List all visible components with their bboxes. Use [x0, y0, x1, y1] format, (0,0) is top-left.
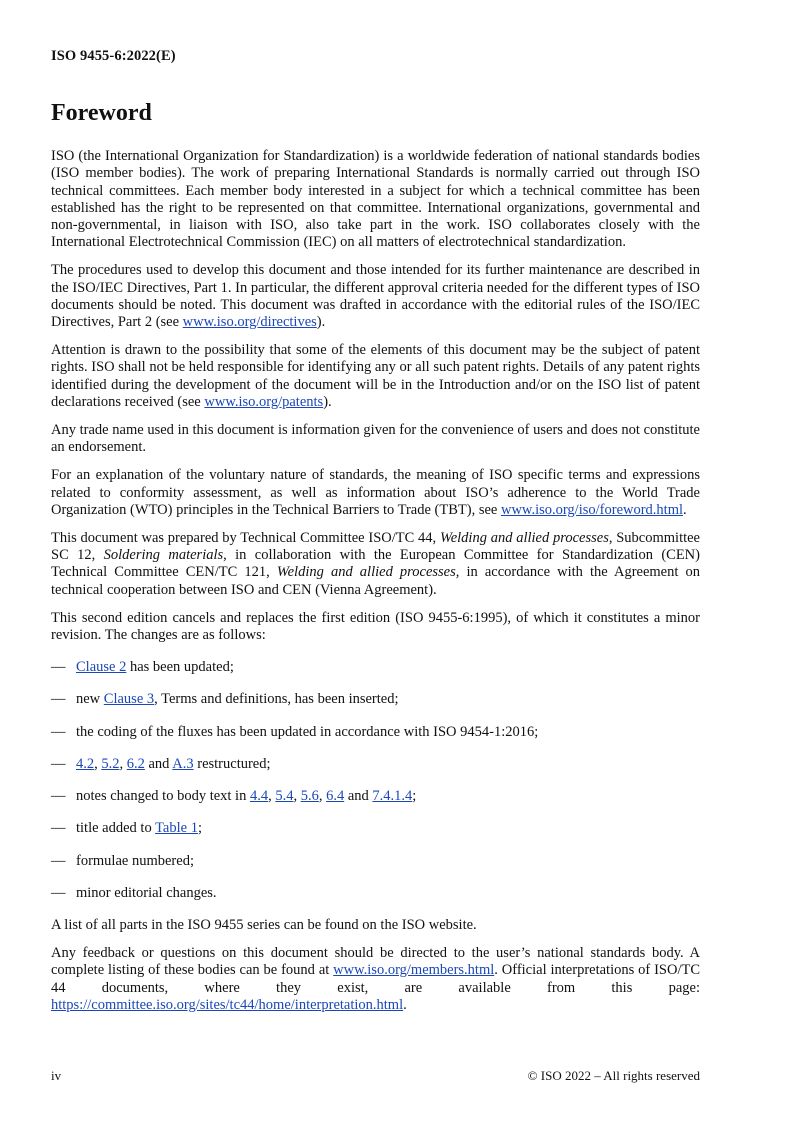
hyperlink[interactable]: 5.6 [300, 788, 319, 805]
page-title: Foreword [51, 100, 152, 126]
text-run: restructured; [193, 755, 271, 772]
text-run: . [683, 501, 687, 518]
paragraph [51, 917, 700, 934]
text-run: , Subcommittee SC 12, [51, 530, 700, 564]
hyperlink[interactable]: www.iso.org/iso/foreword.html [500, 501, 684, 518]
hyperlink[interactable]: Clause 3 [103, 691, 155, 708]
text-run: , [293, 788, 301, 805]
paragraph [51, 610, 700, 644]
paragraph [51, 262, 700, 331]
text-run: This document was prepared by Technical Committee ISO/TC 44, [51, 530, 440, 547]
paragraph [51, 342, 700, 411]
text-run: ). [323, 393, 332, 410]
hyperlink[interactable]: 4.2 [76, 755, 95, 772]
text-run: Any trade name used in this document is information given for the convenience of users and does not constitute an endorsement. [51, 422, 700, 456]
text-run: ). [316, 314, 326, 331]
italic-text: Welding and allied processes [439, 530, 609, 547]
list-item [51, 756, 700, 773]
paragraph [51, 945, 700, 1014]
list-item [51, 691, 700, 708]
list-dash: — [51, 723, 66, 740]
text-run: Attention is drawn to the possibility that some of the elements of this document may be the subject of patent rights. ISO shall not be held responsible for identifying any or all such patent rights. Details of any patent rights identified during the development of the document will be in the Introduction and/or on the ISO list of patent declarations received (see [51, 342, 700, 410]
hyperlink[interactable]: https://committee.iso.org/sites/tc44/home/interpretation.html [51, 996, 404, 1013]
text-run: A list of all parts in the ISO 9455 series can be found on the ISO website. [51, 916, 477, 933]
text-run: The procedures used to develop this document and those intended for its further maintenance are described in the ISO/IEC Directives, Part 1. In particular, the different approval criteria needed for the different types of ISO documents should be noted. This document was drafted in accordance with the editorial rules of the ISO/IEC Directives, Part 2 (see [51, 262, 700, 331]
hyperlink[interactable]: Clause 2 [76, 659, 127, 676]
list-item [51, 820, 700, 837]
text-run: , in collaboration with the European Committee for Standardization (CEN) Technical Committee CEN/TC 121, [51, 547, 700, 581]
text-run: , [119, 755, 127, 772]
hyperlink[interactable]: A.3 [172, 755, 194, 772]
text-run: notes changed to body text in [76, 788, 250, 805]
list-item [51, 724, 700, 741]
text-run: ; [412, 788, 417, 805]
text-run: Any feedback or questions on this document should be directed to the user’s national standards body. A complete listing of these bodies can be found at [51, 945, 700, 979]
list-item [51, 853, 700, 870]
hyperlink[interactable]: www.iso.org/directives [182, 314, 317, 331]
document-content [51, 100, 701, 1025]
text-run: , [268, 788, 276, 805]
list-dash: — [51, 884, 66, 901]
list-item [51, 788, 700, 805]
text-run: in accordance with the Agreement on technical cooperation between ISO and CEN (Vienna Agreement). [51, 564, 700, 598]
paragraph [51, 422, 700, 456]
italic-text: Welding and allied processes, [276, 564, 460, 581]
text-run: and [344, 788, 373, 805]
text-run: For an explanation of the voluntary nature of standards, the meaning of ISO specific terms and expressions related to conformity assessment, as well as information about ISO’s adherence to the World Trade Organization (WTO) principles in the Technical Barriers to Trade (TBT), see [51, 467, 700, 518]
italic-text: Soldering materials [103, 547, 224, 564]
text-run: and [144, 755, 173, 772]
text-run: ; [197, 820, 202, 837]
text-run: formulae numbered; [76, 852, 194, 869]
text-run: , [318, 788, 327, 805]
text-run: This second edition cancels and replaces the first edition (ISO 9455-6:1995), of which it constitutes a minor revision. The changes are as follows: [51, 609, 700, 644]
hyperlink[interactable]: 4.4 [249, 788, 269, 805]
hyperlink[interactable]: www.iso.org/members.html [333, 962, 495, 979]
paragraph [51, 467, 700, 519]
text-run: minor editorial changes. [76, 884, 217, 901]
text-run: new [76, 691, 104, 708]
paragraph [51, 530, 700, 599]
hyperlink[interactable]: www.iso.org/patents [204, 393, 324, 410]
document-body [51, 148, 700, 1014]
hyperlink[interactable]: 7.4.1.4 [372, 788, 413, 805]
text-run: ISO (the International Organization for Standardization) is a worldwide federation of national standards bodies (ISO member bodies). The work of preparing International Standards is normally carried out through ISO technical committees. Each member body interested in a subject for which a technical committee has been established has the right to be represented on that committee. International organizations, governmental and non-governmental, in liaison with ISO, also take part in the work. ISO collaborates closely with the International Electrotechnical Commission (IEC) on all matters of electrotechnical standardization. [51, 148, 700, 251]
text-run: the coding of the fluxes has been updated in accordance with ISO 9454-1:2016; [76, 723, 539, 740]
hyperlink[interactable]: 5.2 [101, 755, 120, 772]
text-run: , [94, 755, 102, 772]
list-item [51, 659, 700, 676]
list-dash: — [51, 820, 66, 837]
text-run: . [403, 996, 407, 1013]
page-number: iv [51, 1068, 62, 1083]
hyperlink[interactable]: Table 1 [155, 820, 198, 837]
document-footer [51, 1068, 700, 1084]
text-run: , Terms and definitions, has been inserted; [154, 691, 399, 708]
text-run: has been updated; [126, 659, 234, 676]
copyright-notice: © ISO 2022 – All rights reserved [527, 1068, 700, 1083]
hyperlink[interactable]: 6.2 [126, 755, 145, 772]
text-run: title added to [76, 820, 156, 837]
list-dash: — [51, 659, 66, 676]
list-dash: — [51, 852, 66, 869]
document-reference-header: ISO 9455-6:2022(E) [51, 48, 176, 64]
list-dash: — [51, 691, 66, 708]
text-run: . Official interpretations of ISO/TC 44 documents, where they exist, are available from this page: [51, 962, 701, 996]
hyperlink[interactable]: 5.4 [275, 788, 294, 805]
hyperlink[interactable]: 6.4 [326, 788, 345, 805]
list-dash: — [51, 755, 66, 772]
paragraph [51, 148, 700, 251]
list-dash: — [51, 788, 66, 805]
list-item [51, 885, 700, 902]
